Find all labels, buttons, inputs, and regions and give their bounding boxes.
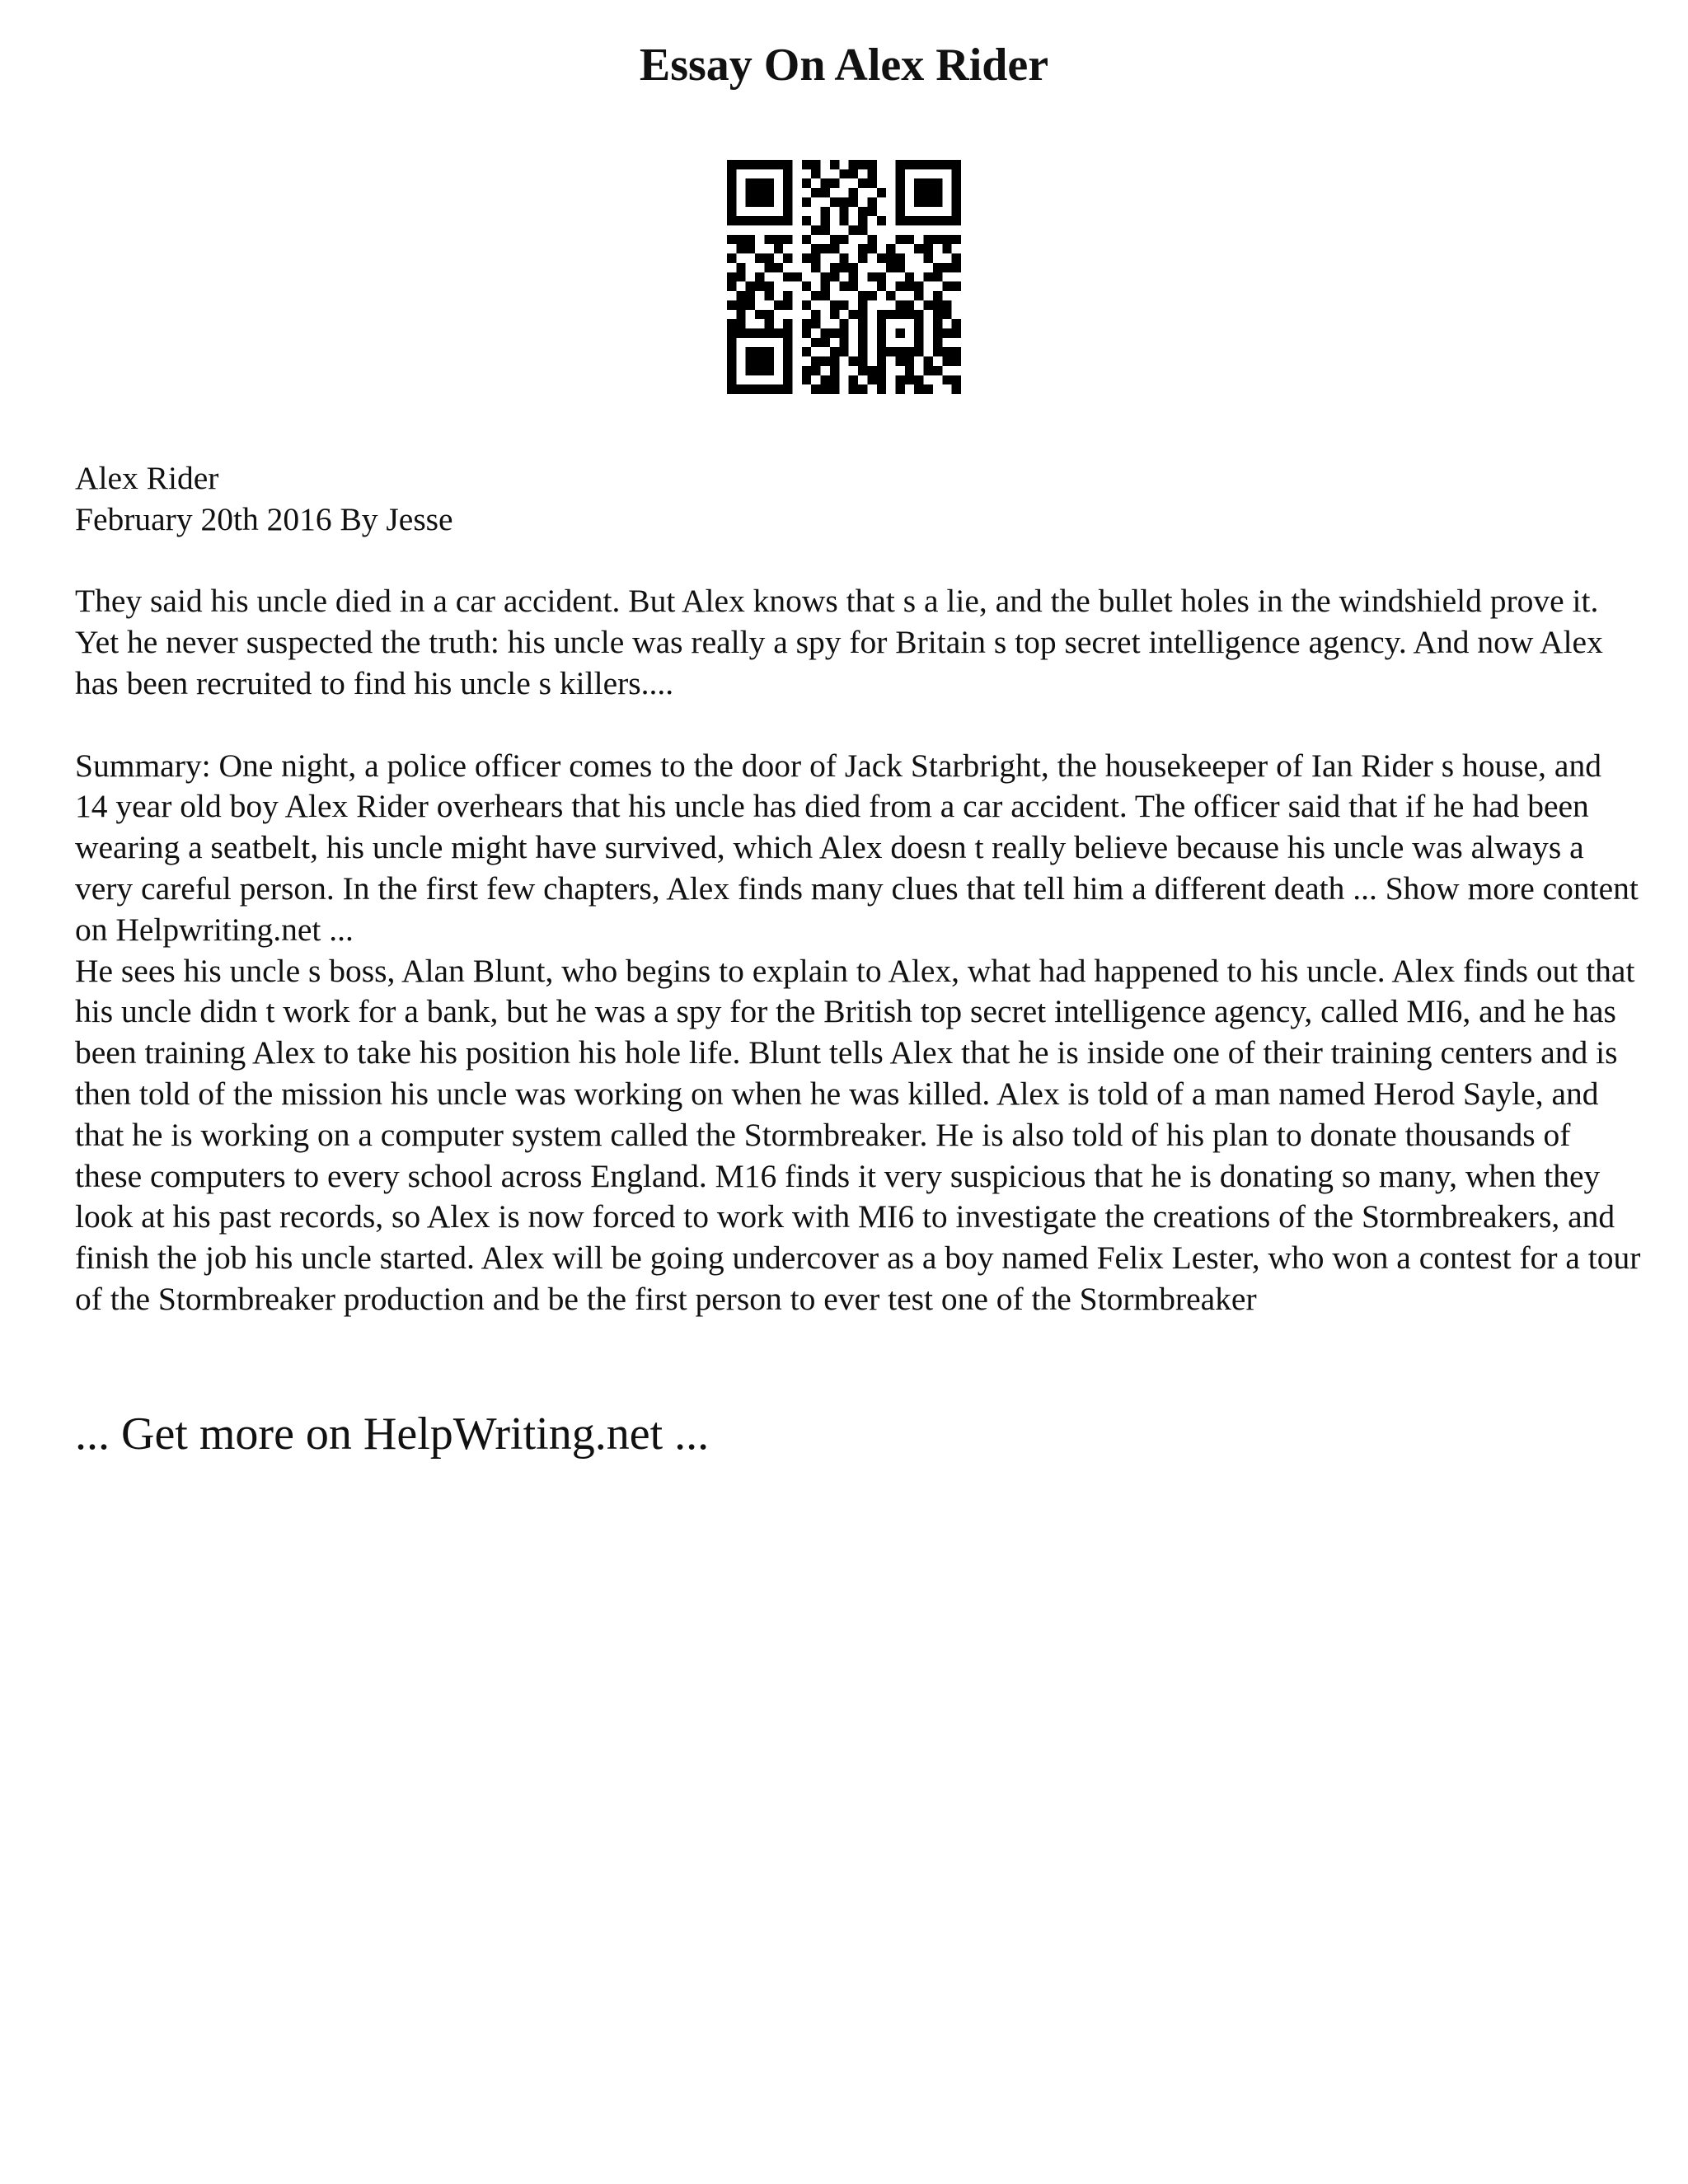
intro-paragraph: They said his uncle died in a car accident. But Alex knows that s a lie, and the bullet holes in the windshield prove it. Yet he never suspected the truth: his uncle was really a spy for Britain s top secret intelligence agency. And now Alex has been recruited to find his uncle s killers.... bbox=[75, 583, 1603, 701]
essay-byline: February 20th 2016 By Jesse bbox=[75, 500, 453, 537]
paragraph-spacer bbox=[75, 705, 1641, 746]
qr-code-icon bbox=[727, 160, 961, 394]
qr-code-graphic bbox=[727, 160, 961, 394]
paragraph-spacer bbox=[75, 541, 1641, 582]
essay-heading: Alex Rider bbox=[75, 460, 219, 496]
get-more-link[interactable]: ... Get more on HelpWriting.net ... bbox=[75, 1408, 710, 1460]
continuation-paragraph: He sees his uncle s boss, Alan Blunt, who begins to explain to Alex, what had happened to his uncle. Alex finds out that his uncle didn t work for a bank, but he was a spy for the British top secret intelligence agency, called MI6, and he has been training Alex to take his position his hole life. Blunt tells Alex that he is inside one of their training centers and is then told of the mission his uncle was working on when he was killed. Alex is told of a man named Herod Sayle, and that he is working on a computer system called the Stormbreaker. He is also told of his plan to donate thousands of these computers to every school across England. M16 finds it very suspicious that he is donating so many, when they look at his past records, so Alex is now forced to work with MI6 to investigate the creations of the Stormbreakers, and finish the job his uncle started. Alex will be going undercover as a boy named Felix Lester, who won a contest for a tour of the Stormbreaker production and be the first person to ever test one of the Stormbreaker bbox=[75, 952, 1641, 1317]
essay-body bbox=[75, 458, 1641, 1320]
page-title: Essay On Alex Rider bbox=[639, 40, 1049, 91]
summary-paragraph: Summary: One night, a police officer comes to the door of Jack Starbright, the housekeeper of Ian Rider s house, and 14 year old boy Alex Rider overhears that his uncle has died from a car accident. The officer said that if he had been wearing a seatbelt, his uncle might have survived, which Alex doesn t really believe because his uncle was always a very careful person. In the first few chapters, Alex finds many clues that tell him a different death ... Show more content on Helpwriting.net ... bbox=[75, 747, 1639, 948]
